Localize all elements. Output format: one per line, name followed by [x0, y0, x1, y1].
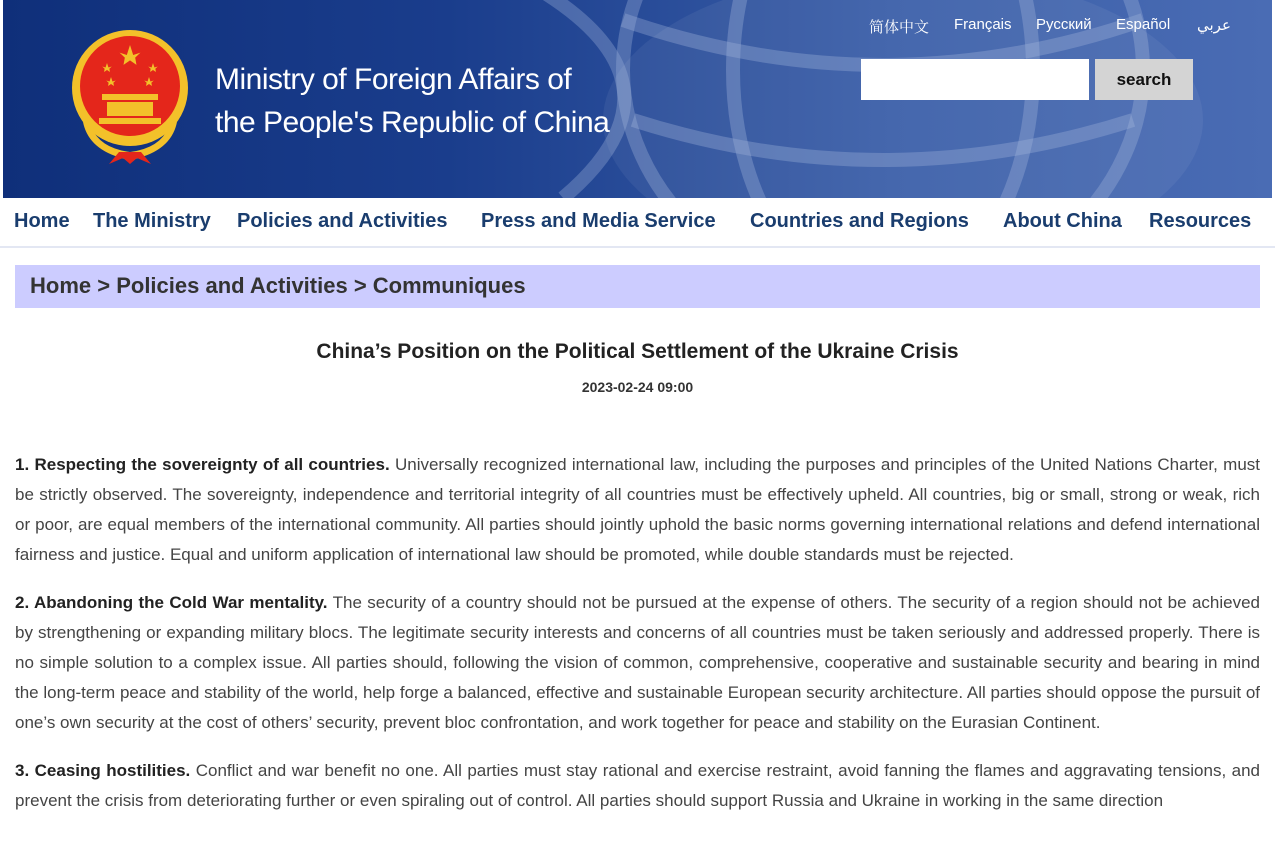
breadcrumb-separator: > [91, 273, 117, 298]
breadcrumb-policies-and-activities[interactable]: Policies and Activities [116, 273, 348, 298]
paragraph-heading: 2. Abandoning the Cold War mentality. [15, 593, 328, 612]
site-title[interactable] [215, 58, 609, 144]
lang-link-french[interactable]: Français [954, 16, 1012, 33]
paragraph-heading: 3. Ceasing hostilities. [15, 761, 191, 780]
search-input[interactable] [861, 59, 1089, 100]
nav-item-policies-and-activities[interactable]: Policies and Activities [237, 210, 448, 232]
site-header [3, 0, 1272, 198]
breadcrumb-separator: > [347, 273, 373, 298]
paragraph-text: Universally recognized international law, including the purposes and principles of the United Nations Charter, must be strictly observed. The sovereignty, independence and territorial integrity of all countries must be effectively upheld. All countries, big or small, strong or weak, rich or poor, are equal members of the international community. All parties should jointly uphold the basic norms governing international relations and defend international fairness and justice. Equal and uniform application of international law should be promoted, while double standards must be rejected. [15, 455, 1260, 564]
site-title-line2: the People's Republic of China [215, 106, 610, 139]
nav-item-countries-and-regions[interactable]: Countries and Regions [750, 210, 969, 232]
article-date: 2023-02-24 09:00 [581, 379, 694, 395]
site-title-line1: Ministry of Foreign Affairs of [215, 63, 572, 96]
article-paragraph [15, 756, 1260, 816]
article-body [15, 450, 1260, 834]
search-button[interactable]: search [1095, 59, 1193, 100]
article-title: China’s Position on the Political Settlement of the Ukraine Crisis [316, 340, 959, 363]
nav-item-the-ministry[interactable]: The Ministry [93, 210, 211, 232]
paragraph-text: Conflict and war benefit no one. All parties must stay rational and exercise restraint, avoid fanning the flames and aggravating tensions, and prevent the crisis from deteriorating further or even spiraling out of control. All parties should support Russia and Ukraine in working in the same direction [15, 761, 1261, 810]
lang-link-arabic[interactable]: عربي [1197, 17, 1231, 34]
nav-item-home[interactable]: Home [14, 210, 70, 232]
nav-item-resources[interactable]: Resources [1149, 210, 1252, 232]
lang-link-chinese[interactable]: 简体中文 [869, 19, 930, 36]
paragraph-text: The security of a country should not be pursued at the expense of others. The security of a region should not be achieved by strengthening or expanding military blocs. The legitimate security interests and concerns of all countries must be taken seriously and addressed properly. There is no simple solution to a complex issue. All parties should, following the vision of common, comprehensive, cooperative and sustainable security and bearing in mind the long-term peace and stability of the world, help forge a balanced, effective and sustainable European security architecture. All parties should oppose the pursuit of one’s own security at the cost of others’ security, prevent bloc confrontation, and work together for peace and stability on the Eurasian Continent. [15, 593, 1261, 732]
breadcrumb [30, 273, 526, 299]
breadcrumb-bar [15, 265, 1260, 308]
breadcrumb-home[interactable]: Home [30, 273, 92, 298]
lang-link-spanish[interactable]: Español [1116, 16, 1171, 33]
national-emblem-icon[interactable] [69, 26, 191, 164]
main-nav [0, 198, 1275, 248]
article-paragraph [15, 588, 1260, 738]
breadcrumb-communiques[interactable]: Communiques [372, 273, 526, 298]
paragraph-heading: 1. Respecting the sovereignty of all countries. [15, 455, 390, 474]
lang-link-russian[interactable]: Русский [1036, 16, 1092, 33]
nav-item-about-china[interactable]: About China [1003, 210, 1122, 232]
nav-item-press-and-media-service[interactable]: Press and Media Service [481, 210, 716, 232]
article-paragraph [15, 450, 1260, 570]
